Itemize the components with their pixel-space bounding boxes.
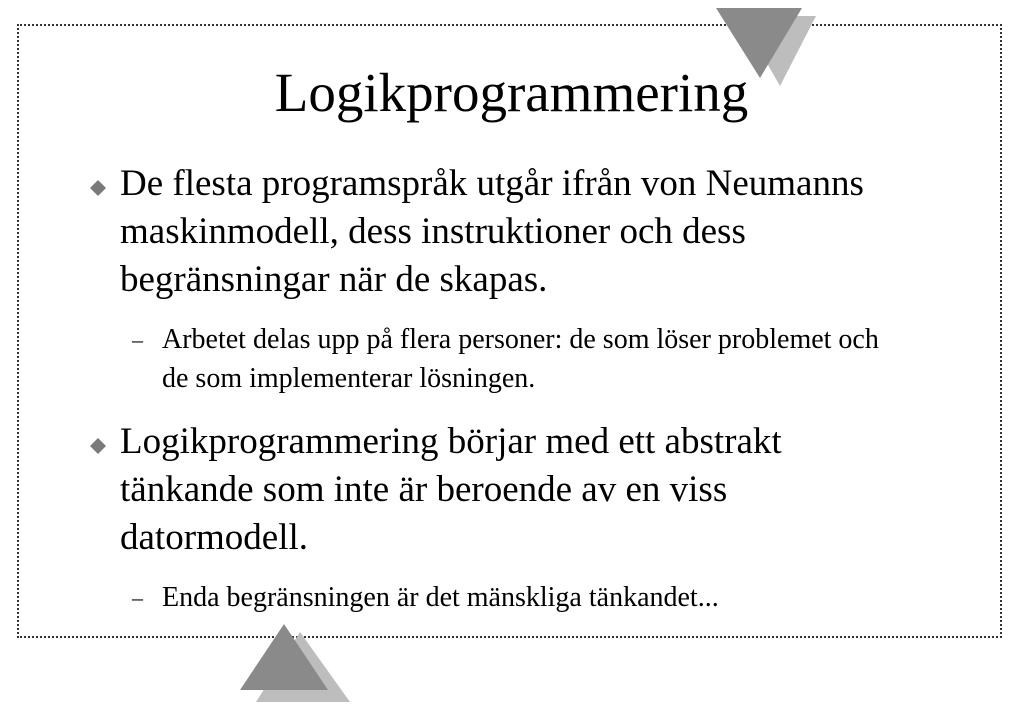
sub-bullet-text: Arbetet delas upp på flera personer: de som löser problemet och de som implementerar lösningen. — [162, 324, 879, 394]
triangle-up-icon — [238, 620, 356, 702]
slide-title: Logikprogrammering — [274, 62, 749, 123]
sub-bullet-text: Enda begränsningen är det mänskliga tänkandet... — [162, 582, 719, 613]
dash-marker: – — [132, 327, 143, 352]
sub-bullet-item — [132, 578, 902, 617]
diamond-bullet-icon — [90, 438, 106, 454]
bullet-text: Logikprogrammering börjar med ett abstrakt tänkande som inte är beroende av en viss datormodell. — [120, 421, 782, 558]
bullet-item — [90, 160, 890, 304]
dash-marker: – — [132, 585, 143, 610]
bullet-item — [90, 418, 890, 562]
diamond-bullet-icon — [90, 180, 106, 196]
bullet-text: De flesta programspråk utgår ifrån von Neumanns maskinmodell, dess instruktioner och dess begränsningar när de skapas. — [120, 163, 864, 300]
sub-bullet-item — [132, 320, 902, 398]
